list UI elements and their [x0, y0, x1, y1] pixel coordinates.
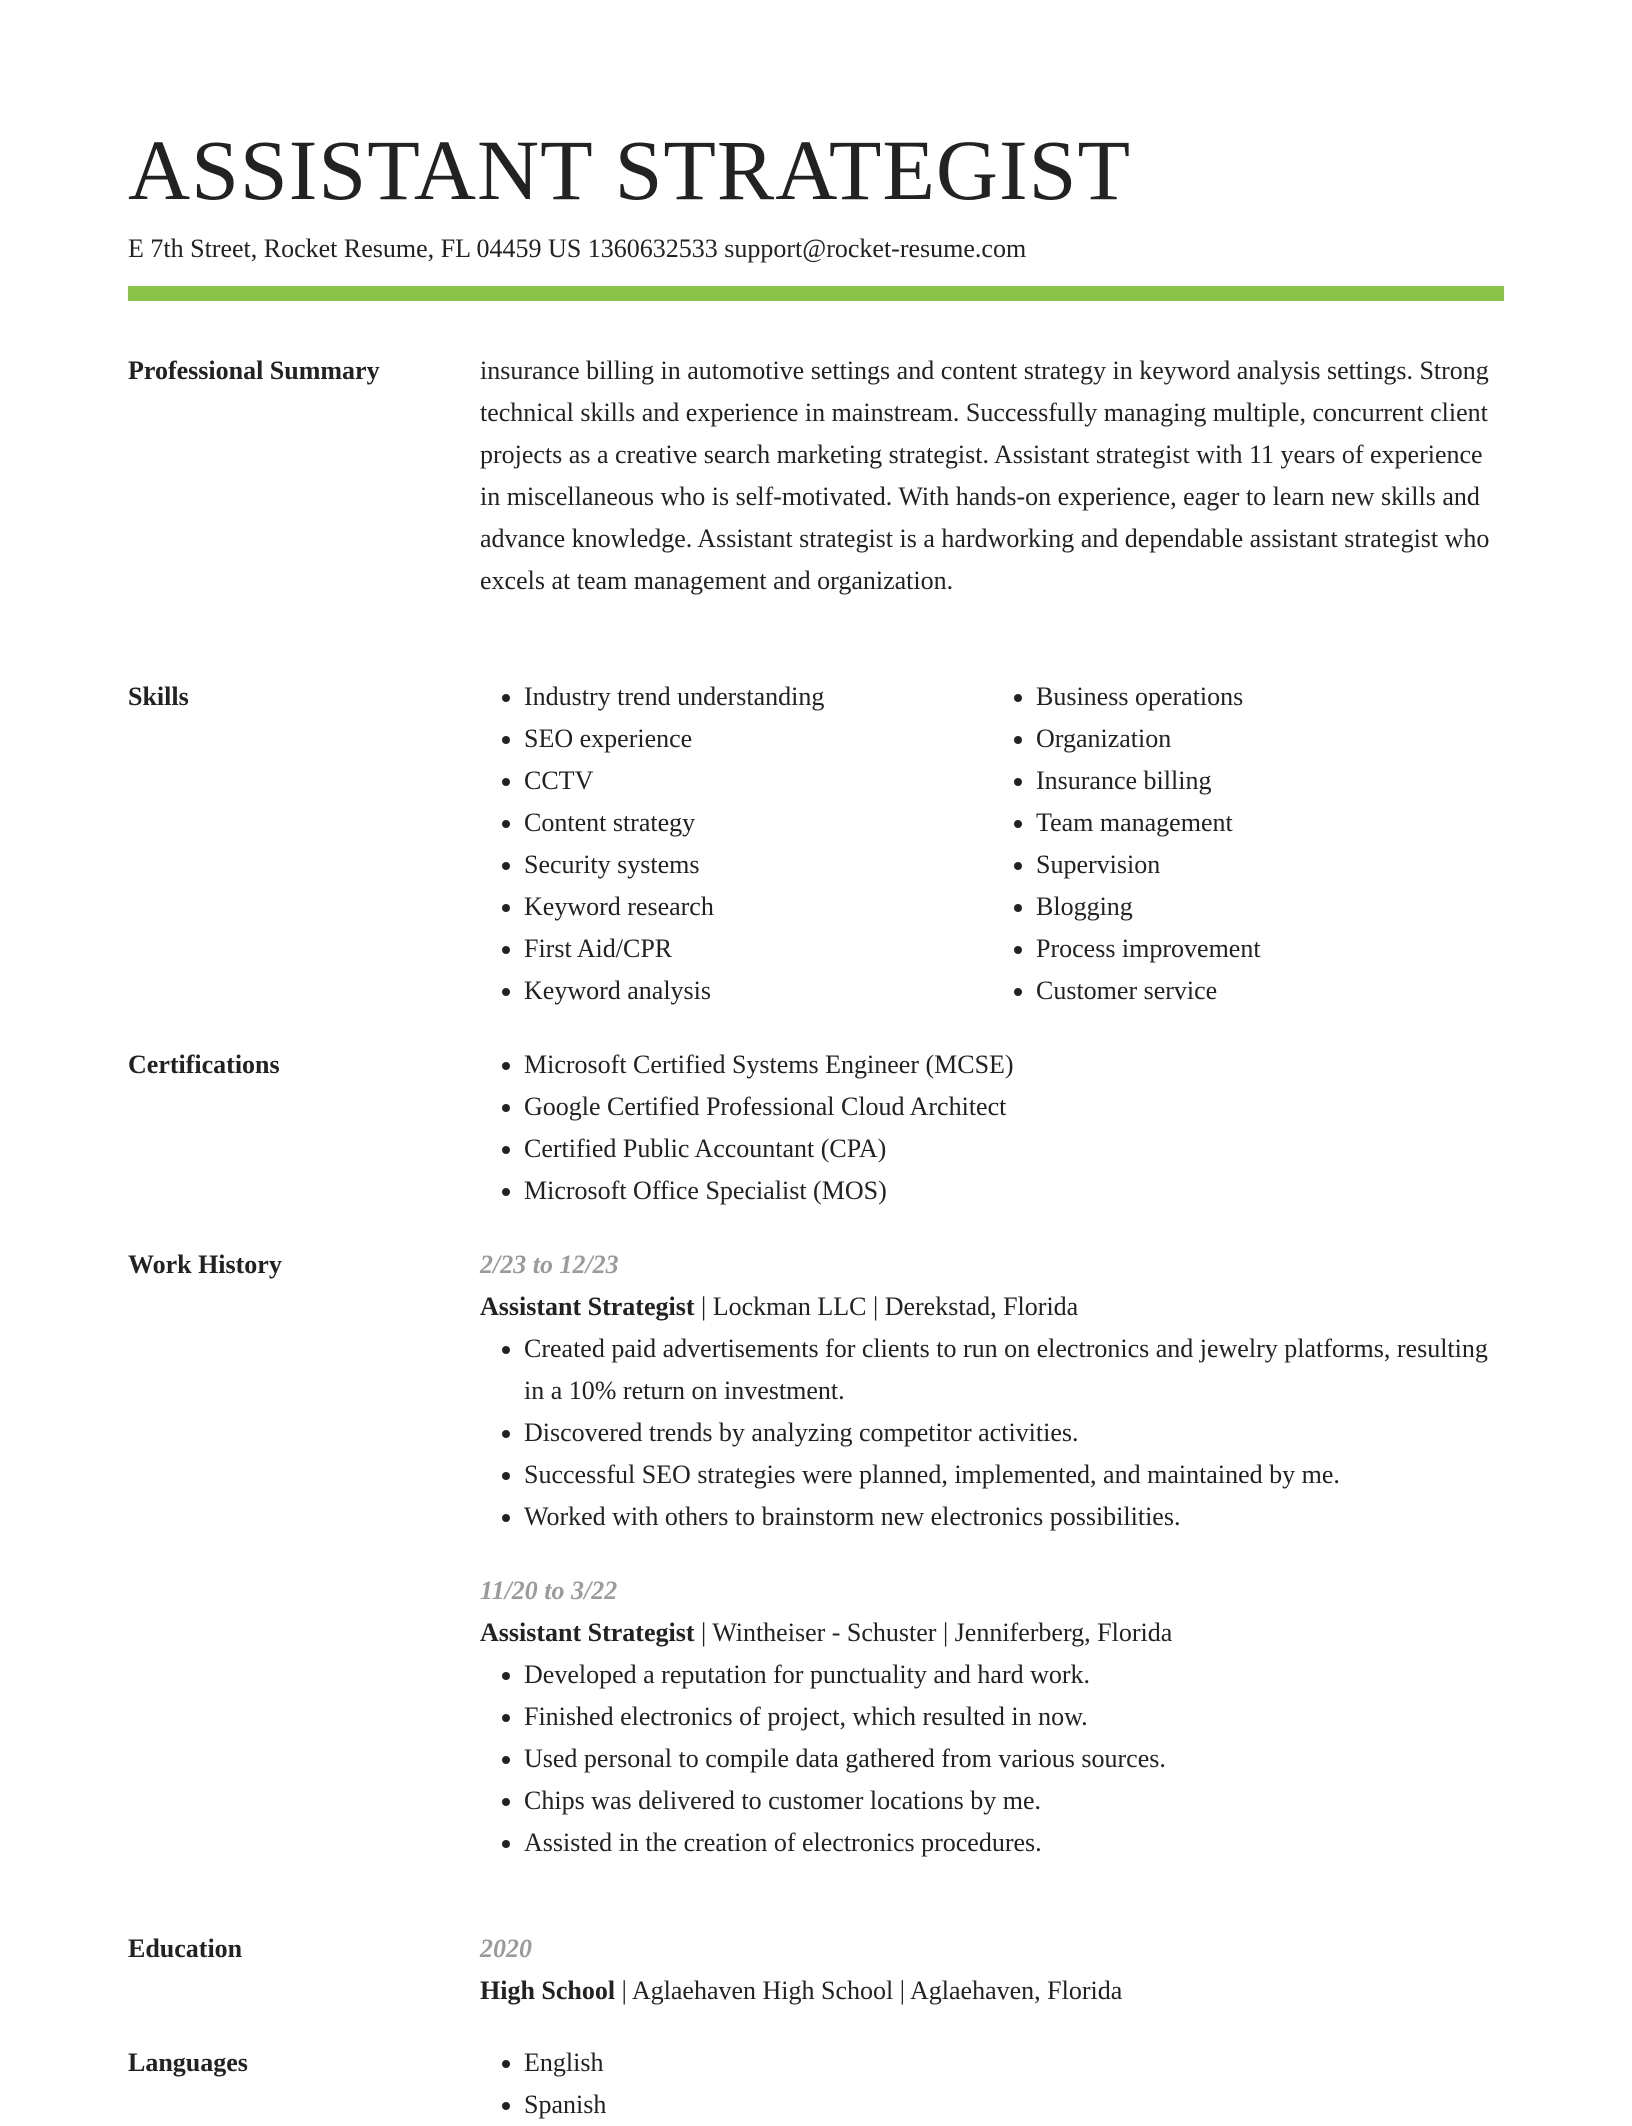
- resume-name: ASSISTANT STRATEGIST: [128, 122, 1132, 218]
- skills-columns: [480, 676, 1504, 1012]
- skill-item: • Process improvement: [1036, 928, 1504, 970]
- certification-item: • Microsoft Office Specialist (MOS): [524, 1170, 1504, 1212]
- job-bullet: • Developed a reputation for punctuality and hard work.: [524, 1654, 1504, 1696]
- education-heading: [480, 1970, 1504, 2012]
- job-details: | Wintheiser - Schuster | Jenniferberg, Florida: [694, 1618, 1173, 1647]
- skill-item: • Content strategy: [524, 802, 992, 844]
- job-bullet: • Successful SEO strategies were planned, implemented, and maintained by me.: [524, 1454, 1504, 1496]
- job-entry: [480, 1570, 1504, 1864]
- skill-item: • First Aid/CPR: [524, 928, 992, 970]
- job-bullet: • Used personal to compile data gathered from various sources.: [524, 1738, 1504, 1780]
- education-body: [480, 1928, 1504, 2012]
- certifications-body: [480, 1044, 1504, 1212]
- education-year: 2020: [480, 1934, 532, 1963]
- education-details: | Aglaehaven High School | Aglaehaven, Florida: [615, 1976, 1123, 2005]
- job-bullet: • Created paid advertisements for clients to run on electronics and jewelry platforms, resulting in a 10% return on investment.: [524, 1328, 1504, 1412]
- skills-body: [480, 676, 1504, 1012]
- skill-item: • Industry trend understanding: [524, 676, 992, 718]
- skill-item: • Team management: [1036, 802, 1504, 844]
- job-details: | Lockman LLC | Derekstad, Florida: [694, 1292, 1079, 1321]
- summary-text: insurance billing in automotive settings and content strategy in keyword analysis settings. Strong technical skills and experience in mainstream. Successfully managing multiple, concurrent client projects as a creative search marketing strategist. Assistant strategist with 11 years of experience in miscellaneous who is self-motivated. With hands-on experience, eager to learn new skills and advance knowledge. Assistant strategist is a hardworking and dependable assistant strategist who excels at team management and organization.: [480, 356, 1490, 595]
- job-heading: [480, 1286, 1504, 1328]
- summary-body: [480, 350, 1504, 602]
- job-entry: [480, 1244, 1504, 1538]
- job-bullet: • Chips was delivered to customer locations by me.: [524, 1780, 1504, 1822]
- languages-list: [480, 2042, 1504, 2126]
- skill-item: • Insurance billing: [1036, 760, 1504, 802]
- certification-item: • Microsoft Certified Systems Engineer (MCSE): [524, 1044, 1504, 1086]
- job-bullet: • Assisted in the creation of electronics procedures.: [524, 1822, 1504, 1864]
- languages-body: [480, 2042, 1504, 2126]
- skill-item: • Security systems: [524, 844, 992, 886]
- job-title: Assistant Strategist: [480, 1618, 695, 1647]
- skill-item: • Keyword research: [524, 886, 992, 928]
- skill-item: • Customer service: [1036, 970, 1504, 1012]
- education-degree: High School: [480, 1976, 616, 2005]
- job-heading: [480, 1612, 1504, 1654]
- header-divider: [128, 286, 1504, 301]
- language-item: • English: [524, 2042, 1504, 2084]
- job-bullets: [480, 1654, 1504, 1864]
- job-spacer: [480, 1538, 1504, 1570]
- section-title-certifications: Certifications: [128, 1050, 280, 1079]
- section-title-education: Education: [128, 1934, 243, 1963]
- job-dates: 11/20 to 3/22: [480, 1576, 618, 1605]
- skills-list-left: [480, 676, 992, 1012]
- section-title-skills: Skills: [128, 682, 189, 711]
- skill-item: • CCTV: [524, 760, 992, 802]
- job-title: Assistant Strategist: [480, 1292, 695, 1321]
- section-title-languages: Languages: [128, 2048, 248, 2077]
- job-bullet: • Worked with others to brainstorm new electronics possibilities.: [524, 1496, 1504, 1538]
- section-title-summary: Professional Summary: [128, 356, 380, 385]
- skill-item: • Organization: [1036, 718, 1504, 760]
- job-dates: 2/23 to 12/23: [480, 1250, 619, 1279]
- certifications-list: [480, 1044, 1504, 1212]
- skill-item: • SEO experience: [524, 718, 992, 760]
- skills-list-right: [992, 676, 1504, 1012]
- skill-item: • Business operations: [1036, 676, 1504, 718]
- skill-item: • Keyword analysis: [524, 970, 992, 1012]
- work-history-body: [480, 1244, 1504, 1864]
- skill-item: • Supervision: [1036, 844, 1504, 886]
- contact-info: E 7th Street, Rocket Resume, FL 04459 US 1360632533 support@rocket-resume.com: [128, 234, 1027, 263]
- job-bullet: • Finished electronics of project, which resulted in now.: [524, 1696, 1504, 1738]
- section-title-work-history: Work History: [128, 1250, 282, 1279]
- job-bullets: [480, 1328, 1504, 1538]
- certification-item: • Certified Public Accountant (CPA): [524, 1128, 1504, 1170]
- skill-item: • Blogging: [1036, 886, 1504, 928]
- job-bullet: • Discovered trends by analyzing competitor activities.: [524, 1412, 1504, 1454]
- language-item: • Spanish: [524, 2084, 1504, 2126]
- certification-item: • Google Certified Professional Cloud Architect: [524, 1086, 1504, 1128]
